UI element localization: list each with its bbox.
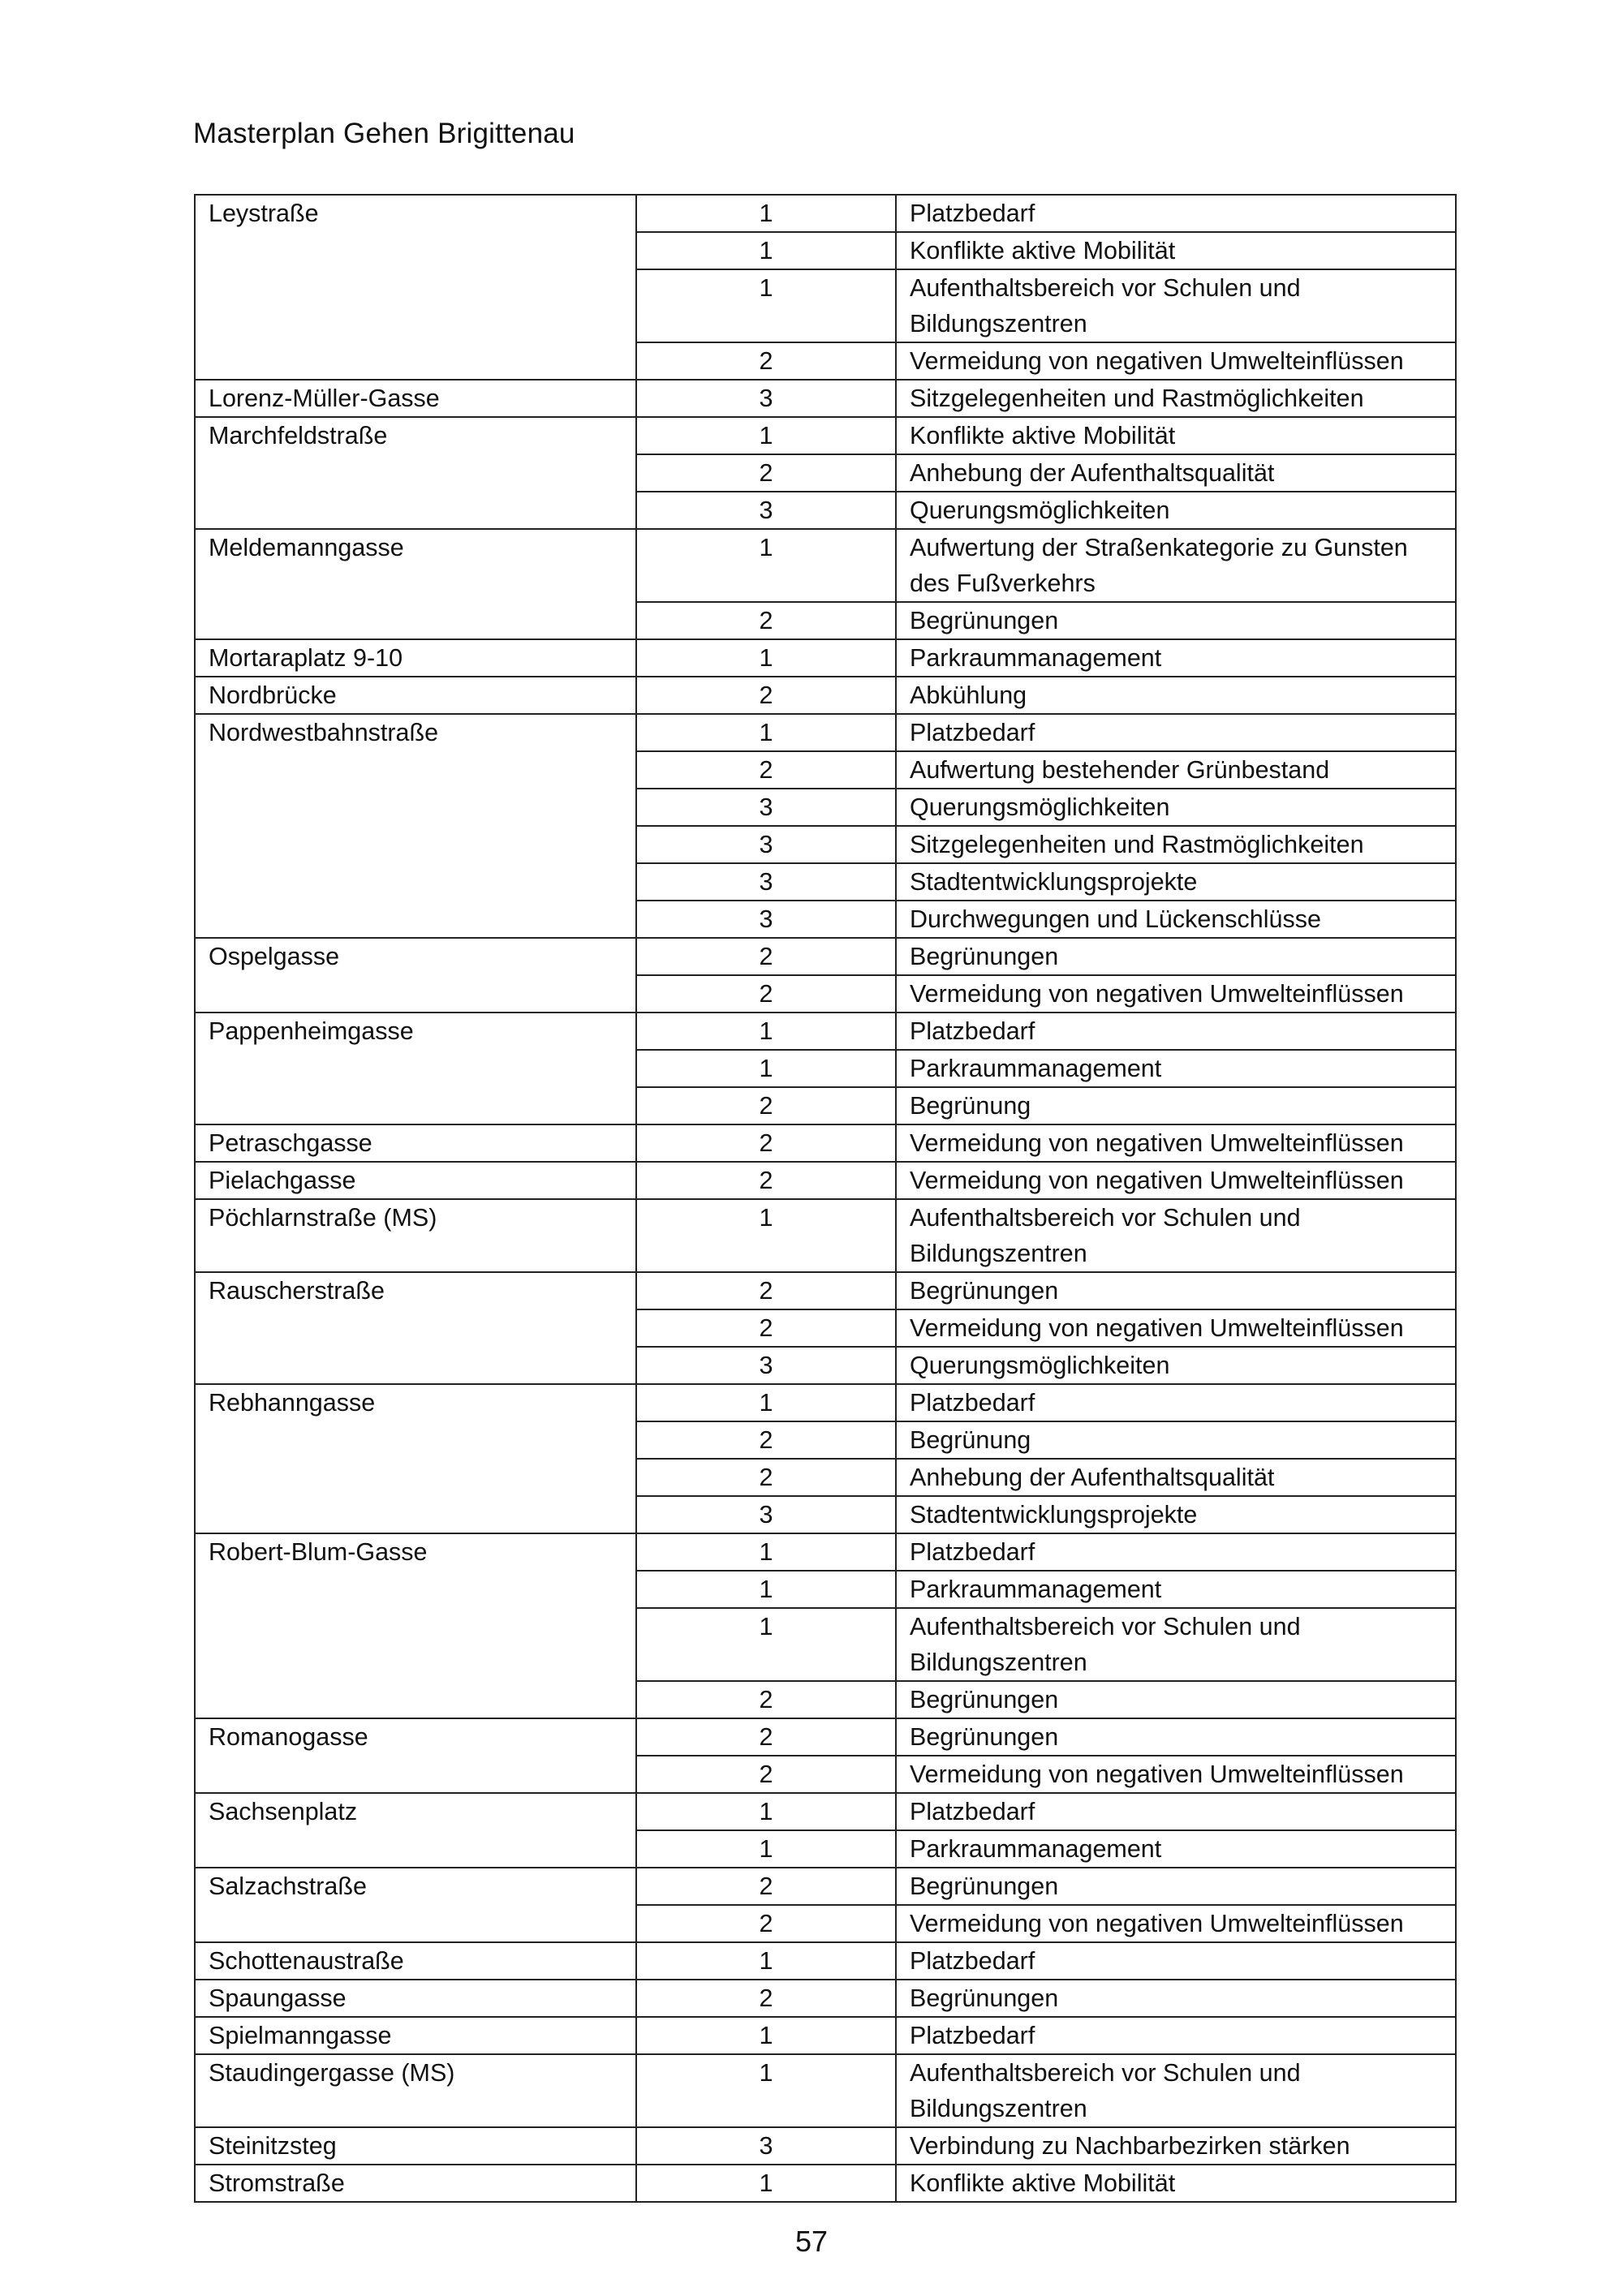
- measure-topic-cell: Konflikte aktive Mobilität: [896, 232, 1456, 269]
- measure-topic-cell: Parkraummanagement: [896, 1050, 1456, 1087]
- measure-topic-cell: Parkraummanagement: [896, 1830, 1456, 1868]
- table-row: [195, 2165, 1456, 2202]
- measure-topic-cell: Aufenthaltsbereich vor Schulen und Bildungszentren: [896, 269, 1456, 342]
- street-name-cell: Ospelgasse: [195, 938, 636, 1013]
- measure-topic-cell: Aufwertung der Straßenkategorie zu Gunsten des Fußverkehrs: [896, 529, 1456, 602]
- measure-topic-cell: Vermeidung von negativen Umwelteinflüssen: [896, 975, 1456, 1013]
- priority-cell: 3: [636, 826, 896, 863]
- measure-topic-cell: Querungsmöglichkeiten: [896, 789, 1456, 826]
- priority-cell: 3: [636, 492, 896, 529]
- table-row: [195, 195, 1456, 232]
- priority-cell: 2: [636, 1459, 896, 1496]
- priority-cell: 2: [636, 1868, 896, 1905]
- measure-topic-cell: Begrünungen: [896, 602, 1456, 639]
- measure-topic-cell: Sitzgelegenheiten und Rastmöglichkeiten: [896, 826, 1456, 863]
- measure-topic-cell: Querungsmöglichkeiten: [896, 1347, 1456, 1384]
- priority-cell: 2: [636, 1905, 896, 1942]
- measure-topic-cell: Begrünungen: [896, 1272, 1456, 1309]
- measure-topic-cell: Aufenthaltsbereich vor Schulen und Bildungszentren: [896, 1608, 1456, 1681]
- street-name-cell: Steinitzsteg: [195, 2127, 636, 2165]
- table-row: [195, 529, 1456, 602]
- table-row: [195, 1793, 1456, 1830]
- measure-topic-cell: Vermeidung von negativen Umwelteinflüssen: [896, 1124, 1456, 1162]
- measure-topic-cell: Verbindung zu Nachbarbezirken stärken: [896, 2127, 1456, 2165]
- table-row: [195, 1868, 1456, 1905]
- priority-cell: 1: [636, 2017, 896, 2054]
- priority-cell: 1: [636, 1942, 896, 1980]
- street-name-cell: Salzachstraße: [195, 1868, 636, 1942]
- measure-topic-cell: Aufenthaltsbereich vor Schulen und Bildungszentren: [896, 1199, 1456, 1272]
- priority-cell: 3: [636, 901, 896, 938]
- priority-cell: 3: [636, 789, 896, 826]
- table-row: [195, 1162, 1456, 1199]
- table-row: [195, 2054, 1456, 2127]
- street-name-cell: Petraschgasse: [195, 1124, 636, 1162]
- street-name-cell: Leystraße: [195, 195, 636, 380]
- measure-topic-cell: Platzbedarf: [896, 1384, 1456, 1421]
- street-name-cell: Stromstraße: [195, 2165, 636, 2202]
- priority-cell: 2: [636, 1718, 896, 1756]
- street-name-cell: Pappenheimgasse: [195, 1013, 636, 1124]
- measures-table: [194, 194, 1457, 2203]
- priority-cell: 2: [636, 975, 896, 1013]
- street-name-cell: Pielachgasse: [195, 1162, 636, 1199]
- measure-topic-cell: Durchwegungen und Lückenschlüsse: [896, 901, 1456, 938]
- priority-cell: 1: [636, 417, 896, 454]
- measure-topic-cell: Platzbedarf: [896, 1793, 1456, 1830]
- measure-topic-cell: Vermeidung von negativen Umwelteinflüssen: [896, 1756, 1456, 1793]
- table-row: [195, 677, 1456, 714]
- street-name-cell: Rauscherstraße: [195, 1272, 636, 1384]
- priority-cell: 1: [636, 1050, 896, 1087]
- street-name-cell: Romanogasse: [195, 1718, 636, 1793]
- priority-cell: 2: [636, 1980, 896, 2017]
- measure-topic-cell: Anhebung der Aufenthaltsqualität: [896, 454, 1456, 492]
- measure-topic-cell: Stadtentwicklungsprojekte: [896, 1496, 1456, 1533]
- street-name-cell: Staudingergasse (MS): [195, 2054, 636, 2127]
- measure-topic-cell: Begrünungen: [896, 1718, 1456, 1756]
- table-row: [195, 1384, 1456, 1421]
- priority-cell: 1: [636, 1013, 896, 1050]
- table-row: [195, 1272, 1456, 1309]
- priority-cell: 1: [636, 1533, 896, 1571]
- street-name-cell: Nordwestbahnstraße: [195, 714, 636, 938]
- street-name-cell: Mortaraplatz 9-10: [195, 639, 636, 677]
- measure-topic-cell: Abkühlung: [896, 677, 1456, 714]
- measure-topic-cell: Konflikte aktive Mobilität: [896, 2165, 1456, 2202]
- measure-topic-cell: Querungsmöglichkeiten: [896, 492, 1456, 529]
- measure-topic-cell: Vermeidung von negativen Umwelteinflüssen: [896, 342, 1456, 380]
- street-name-cell: Robert-Blum-Gasse: [195, 1533, 636, 1718]
- street-name-cell: Nordbrücke: [195, 677, 636, 714]
- priority-cell: 3: [636, 1496, 896, 1533]
- priority-cell: 2: [636, 1756, 896, 1793]
- priority-cell: 1: [636, 1571, 896, 1608]
- measure-topic-cell: Begrünungen: [896, 1980, 1456, 2017]
- street-name-cell: Spaungasse: [195, 1980, 636, 2017]
- priority-cell: 1: [636, 2054, 896, 2127]
- measure-topic-cell: Parkraummanagement: [896, 1571, 1456, 1608]
- measure-topic-cell: Vermeidung von negativen Umwelteinflüssen: [896, 1162, 1456, 1199]
- header-title: Masterplan Gehen Brigittenau: [193, 118, 575, 149]
- priority-cell: 1: [636, 1384, 896, 1421]
- priority-cell: 1: [636, 1830, 896, 1868]
- priority-cell: 2: [636, 454, 896, 492]
- measure-topic-cell: Begrünung: [896, 1087, 1456, 1124]
- street-name-cell: Lorenz-Müller-Gasse: [195, 380, 636, 417]
- priority-cell: 2: [636, 342, 896, 380]
- table-row: [195, 938, 1456, 975]
- street-name-cell: Spielmanngasse: [195, 2017, 636, 2054]
- priority-cell: 3: [636, 863, 896, 901]
- table-row: [195, 1980, 1456, 2017]
- table-row: [195, 1199, 1456, 1272]
- street-name-cell: Pöchlarnstraße (MS): [195, 1199, 636, 1272]
- measure-topic-cell: Stadtentwicklungsprojekte: [896, 863, 1456, 901]
- priority-cell: 3: [636, 380, 896, 417]
- street-name-cell: Meldemanngasse: [195, 529, 636, 639]
- measure-topic-cell: Konflikte aktive Mobilität: [896, 417, 1456, 454]
- table-row: [195, 1942, 1456, 1980]
- table-row: [195, 1533, 1456, 1571]
- priority-cell: 1: [636, 232, 896, 269]
- measure-topic-cell: Begrünungen: [896, 1681, 1456, 1718]
- measure-topic-cell: Begrünungen: [896, 1868, 1456, 1905]
- measure-topic-cell: Parkraummanagement: [896, 639, 1456, 677]
- measure-topic-cell: Aufenthaltsbereich vor Schulen und Bildungszentren: [896, 2054, 1456, 2127]
- document-header: [193, 118, 575, 150]
- priority-cell: 2: [636, 677, 896, 714]
- priority-cell: 2: [636, 1681, 896, 1718]
- priority-cell: 2: [636, 1309, 896, 1347]
- street-name-cell: Sachsenplatz: [195, 1793, 636, 1868]
- priority-cell: 2: [636, 1272, 896, 1309]
- measures-table-body: [195, 195, 1456, 2202]
- table-row: [195, 714, 1456, 751]
- priority-cell: 1: [636, 639, 896, 677]
- measure-topic-cell: Platzbedarf: [896, 2017, 1456, 2054]
- page-number: 57: [794, 2225, 829, 2258]
- priority-cell: 2: [636, 1421, 896, 1459]
- priority-cell: 2: [636, 1124, 896, 1162]
- priority-cell: 2: [636, 602, 896, 639]
- street-name-cell: Schottenaustraße: [195, 1942, 636, 1980]
- priority-cell: 1: [636, 1199, 896, 1272]
- measure-topic-cell: Platzbedarf: [896, 195, 1456, 232]
- measure-topic-cell: Platzbedarf: [896, 1942, 1456, 1980]
- priority-cell: 1: [636, 269, 896, 342]
- priority-cell: 3: [636, 1347, 896, 1384]
- measure-topic-cell: Sitzgelegenheiten und Rastmöglichkeiten: [896, 380, 1456, 417]
- measure-topic-cell: Vermeidung von negativen Umwelteinflüssen: [896, 1309, 1456, 1347]
- priority-cell: 1: [636, 529, 896, 602]
- priority-cell: 1: [636, 714, 896, 751]
- priority-cell: 2: [636, 1162, 896, 1199]
- table-row: [195, 1718, 1456, 1756]
- measure-topic-cell: Begrünungen: [896, 938, 1456, 975]
- priority-cell: 3: [636, 2127, 896, 2165]
- measure-topic-cell: Anhebung der Aufenthaltsqualität: [896, 1459, 1456, 1496]
- table-row: [195, 417, 1456, 454]
- measure-topic-cell: Platzbedarf: [896, 1013, 1456, 1050]
- priority-cell: 2: [636, 751, 896, 789]
- table-row: [195, 1013, 1456, 1050]
- measure-topic-cell: Begrünung: [896, 1421, 1456, 1459]
- table-row: [195, 2017, 1456, 2054]
- table-row: [195, 1124, 1456, 1162]
- street-name-cell: Marchfeldstraße: [195, 417, 636, 529]
- measure-topic-cell: Vermeidung von negativen Umwelteinflüssen: [896, 1905, 1456, 1942]
- priority-cell: 2: [636, 1087, 896, 1124]
- priority-cell: 2: [636, 938, 896, 975]
- priority-cell: 1: [636, 195, 896, 232]
- measure-topic-cell: Aufwertung bestehender Grünbestand: [896, 751, 1456, 789]
- table-row: [195, 380, 1456, 417]
- priority-cell: 1: [636, 1793, 896, 1830]
- priority-cell: 1: [636, 2165, 896, 2202]
- street-name-cell: Rebhanngasse: [195, 1384, 636, 1533]
- table-row: [195, 639, 1456, 677]
- table-row: [195, 2127, 1456, 2165]
- priority-cell: 1: [636, 1608, 896, 1681]
- measure-topic-cell: Platzbedarf: [896, 1533, 1456, 1571]
- measure-topic-cell: Platzbedarf: [896, 714, 1456, 751]
